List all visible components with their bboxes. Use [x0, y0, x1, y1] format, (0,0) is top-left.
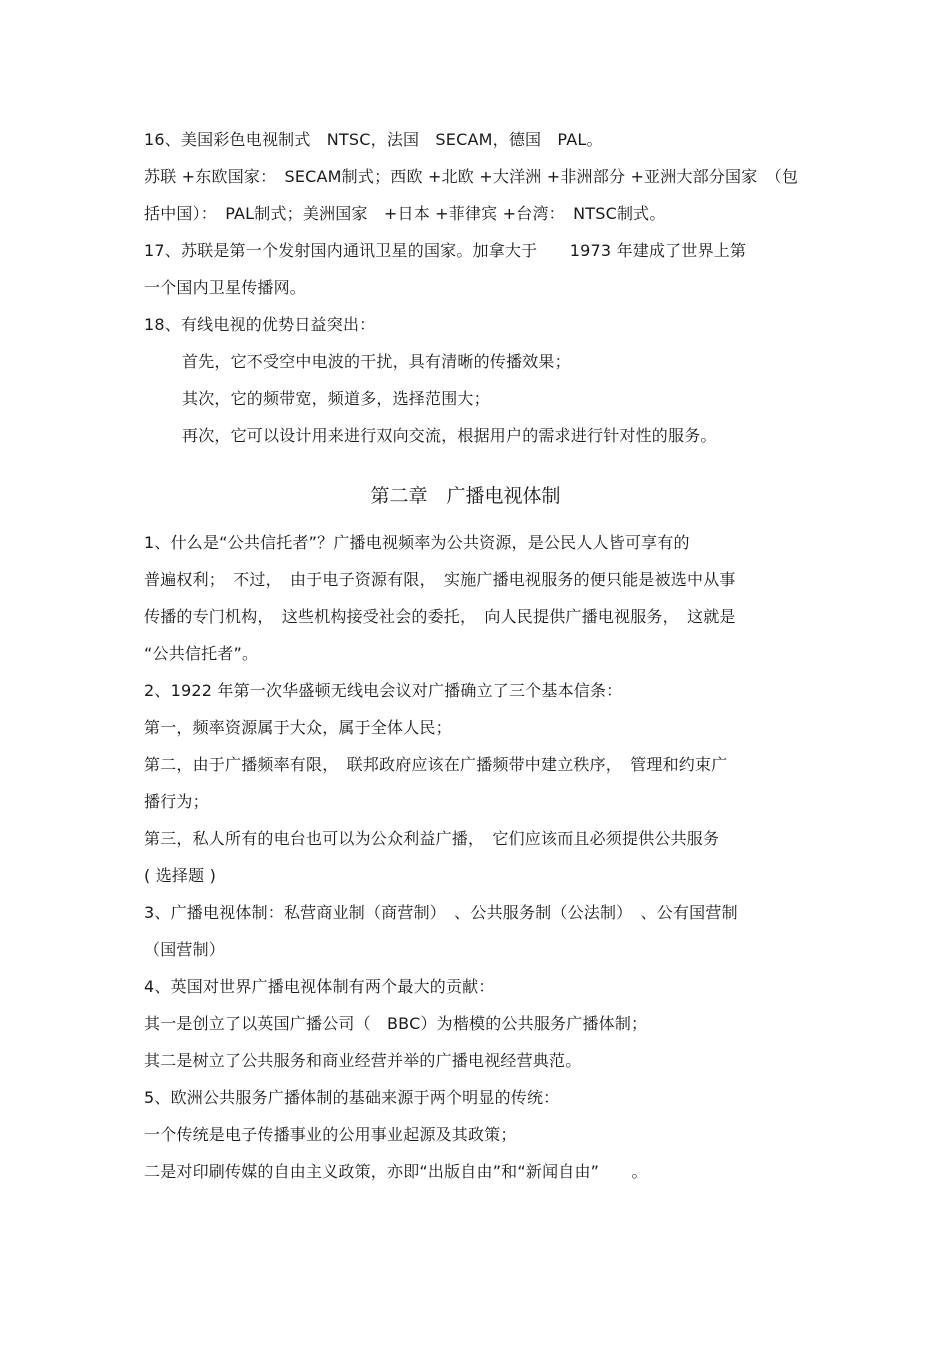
text-line: 一个传统是电子传播事业的公用事业起源及其政策； [144, 1125, 517, 1144]
text-line: ( 选择题 ) [144, 866, 217, 885]
document-page [144, 121, 809, 1190]
text-line: “公共信托者”。 [144, 644, 259, 663]
text-line: 传播的专门机构， 这些机构接受社会的委托， 向人民提供广播电视服务， 这就是 [144, 607, 736, 626]
text-line: 17、苏联是第一个发射国内通讯卫星的国家。加拿大于 1973 年建成了世界上第 [144, 241, 747, 260]
chapter-title: 第二章 广播电视体制 [370, 485, 561, 507]
indented-line: 首先，它不受空中电波的干扰，具有清晰的传播效果； [182, 352, 571, 371]
text-line: 一个国内卫星传播网。 [144, 278, 307, 297]
text-line: 二是对印刷传媒的自由主义政策，亦即“出版自由”和“新闻自由” 。 [144, 1162, 648, 1181]
indented-line: 再次，它可以设计用来进行双向交流，根据用户的需求进行针对性的服务。 [182, 426, 717, 445]
text-line: 苏联 +东欧国家： SECAM制式；西欧 +北欧 +大洋洲 +非洲部分 +亚洲大部分国家 （包 [144, 167, 799, 186]
text-line: 第一，频率资源属于大众，属于全体人民； [144, 718, 452, 737]
text-line: 第三，私人所有的电台也可以为公众利益广播， 它们应该而且必须提供公共服务 [144, 829, 720, 848]
text-line: （国营制） [144, 940, 226, 959]
indented-line: 其次，它的频带宽，频道多，选择范围大； [182, 389, 490, 408]
text-line: 18、有线电视的优势日益突出： [144, 315, 376, 334]
text-line: 5、欧洲公共服务广播体制的基础来源于两个明显的传统： [144, 1088, 560, 1107]
text-line: 16、美国彩色电视制式 NTSC，法国 SECAM，德国 PAL。 [144, 130, 603, 149]
text-line: 4、英国对世界广播电视体制有两个最大的贡献： [144, 977, 495, 996]
text-line: 普遍权利； 不过， 由于电子资源有限， 实施广播电视服务的便只能是被选中从事 [144, 570, 736, 589]
text-line: 2、1922 年第一次华盛顿无线电会议对广播确立了三个基本信条： [144, 681, 623, 700]
text-line: 括中国）： PAL制式；美洲国家 +日本 +菲律宾 +台湾： NTSC制式。 [144, 204, 666, 223]
text-line: 播行为； [144, 792, 209, 811]
text-line: 3、广播电视体制：私营商业制（商营制） 、公共服务制（公法制） 、公有国营制 [144, 903, 738, 922]
text-line: 1、什么是“公共信托者”？广播电视频率为公共资源，是公民人人皆可享有的 [144, 533, 690, 552]
text-line: 其二是树立了公共服务和商业经营并举的广播电视经营典范。 [144, 1051, 582, 1070]
text-line: 第二，由于广播频率有限， 联邦政府应该在广播频带中建立秩序， 管理和约束广 [144, 755, 728, 774]
text-line: 其一是创立了以英国广播公司（ BBC）为楷模的公共服务广播体制； [144, 1014, 648, 1033]
